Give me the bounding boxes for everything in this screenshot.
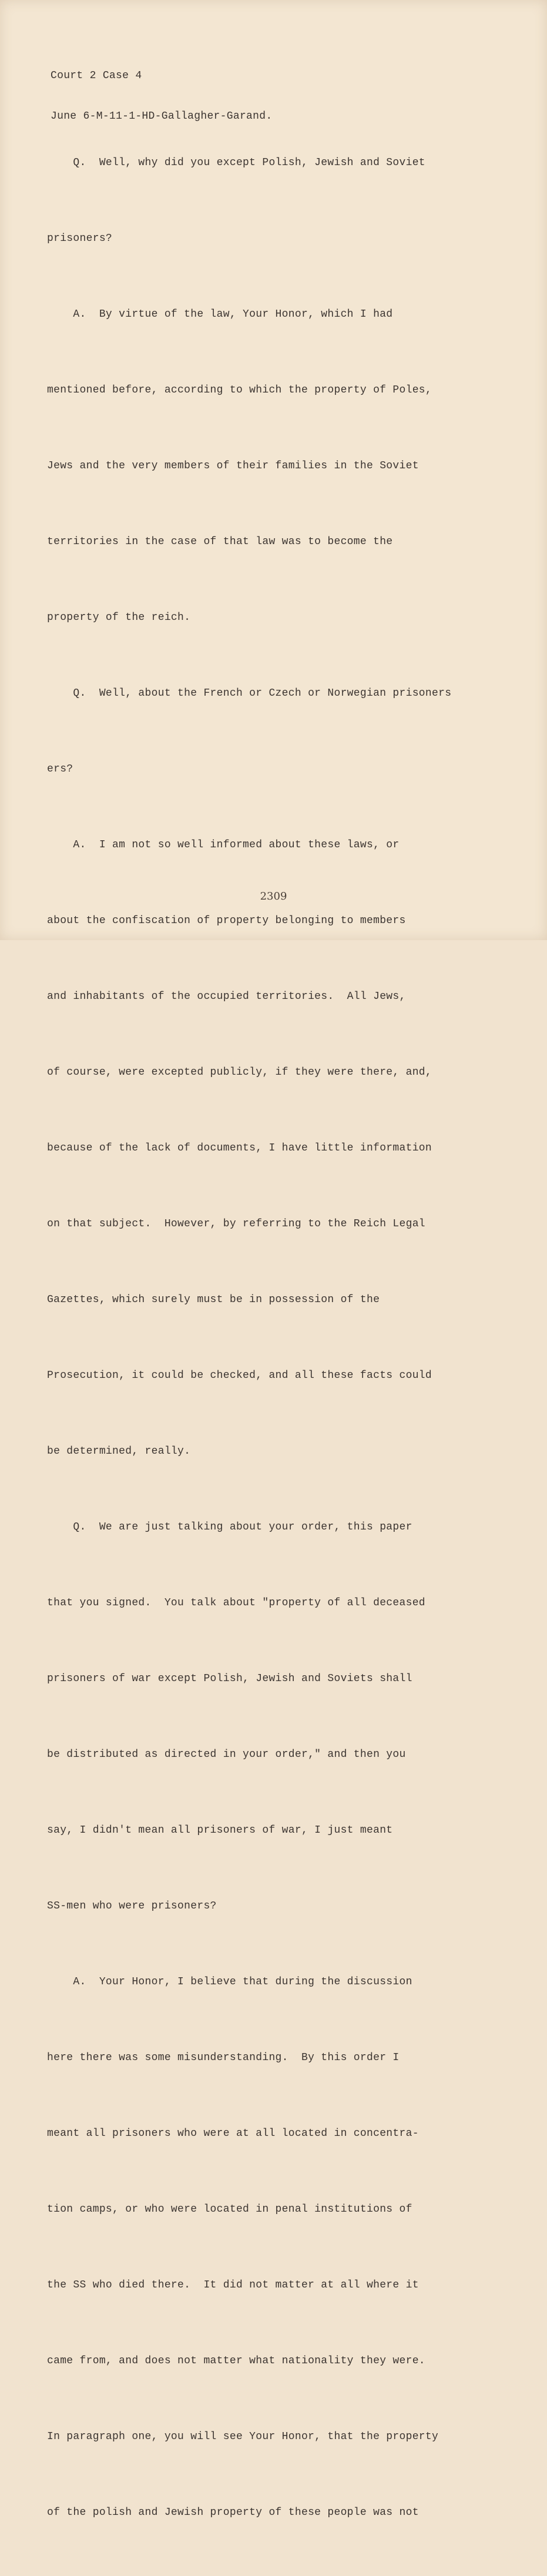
transcript-line: Q. Well, why did you except Polish, Jewish and Soviet [47, 157, 425, 169]
transcript-line: Q. We are just talking about your order, this paper [47, 1521, 412, 1533]
transcript-line: Q. Well, about the French or Czech or Norwegian prisoners [47, 687, 452, 699]
transcript-line: A. By virtue of the law, Your Honor, which I had [47, 308, 393, 320]
transcript-line: tion camps, or who were located in penal institutions of [47, 2203, 412, 2215]
transcript-line: of course, were excepted publicly, if they were there, and, [47, 1066, 432, 1078]
header-court-case: Court 2 Case 4 [51, 70, 142, 82]
transcript-line: SS-men who were prisoners? [47, 1900, 217, 1912]
transcript-line: and inhabitants of the occupied territories. All Jews, [47, 991, 406, 1002]
transcript-line: about the confiscation of property belonging to members [47, 915, 406, 927]
transcript-line: be determined, really. [47, 1445, 191, 1457]
transcript-body [47, 100, 451, 2576]
transcript-line: prisoners? [47, 233, 113, 244]
header-session-info: June 6-M-11-1-HD-Gallagher-Garand. [51, 110, 273, 122]
transcript-line: on that subject. However, by referring to the Reich Legal [47, 1218, 425, 1230]
transcript-line: the SS who died there. It did not matter at all where it [47, 2279, 419, 2291]
transcript-line: of the polish and Jewish property of these people was not [47, 2507, 419, 2518]
transcript-line: because of the lack of documents, I have little information [47, 1142, 432, 1154]
transcript-line: here there was some misunderstanding. By this order I [47, 2052, 400, 2064]
transcript-line: ers? [47, 763, 73, 775]
transcript-line: prisoners of war except Polish, Jewish and Soviets shall [47, 1673, 412, 1685]
transcript-line: meant all prisoners who were at all located in concentra- [47, 2128, 419, 2139]
transcript-line: A. I am not so well informed about these laws, or [47, 839, 400, 851]
transcript-line: mentioned before, according to which the property of Poles, [47, 384, 432, 396]
page-number: 2309 [260, 890, 287, 903]
transcript-line: Prosecution, it could be checked, and all these facts could [47, 1370, 432, 1381]
transcript-line: Jews and the very members of their families in the Soviet [47, 460, 419, 472]
transcript-line: say, I didn't mean all prisoners of war, I just meant [47, 1824, 393, 1836]
transcript-line: that you signed. You talk about "property of all deceased [47, 1597, 425, 1609]
transcript-line: came from, and does not matter what nationality they were. [47, 2355, 425, 2367]
transcript-line: Gazettes, which surely must be in possession of the [47, 1294, 380, 1306]
transcript-line: In paragraph one, you will see Your Honor, that the property [47, 2431, 439, 2443]
transcript-line: property of the reich. [47, 612, 191, 623]
transcript-line: A. Your Honor, I believe that during the discussion [47, 1976, 412, 1988]
transcript-line: territories in the case of that law was to become the [47, 536, 393, 548]
transcript-line: be distributed as directed in your order," and then you [47, 1749, 406, 1760]
